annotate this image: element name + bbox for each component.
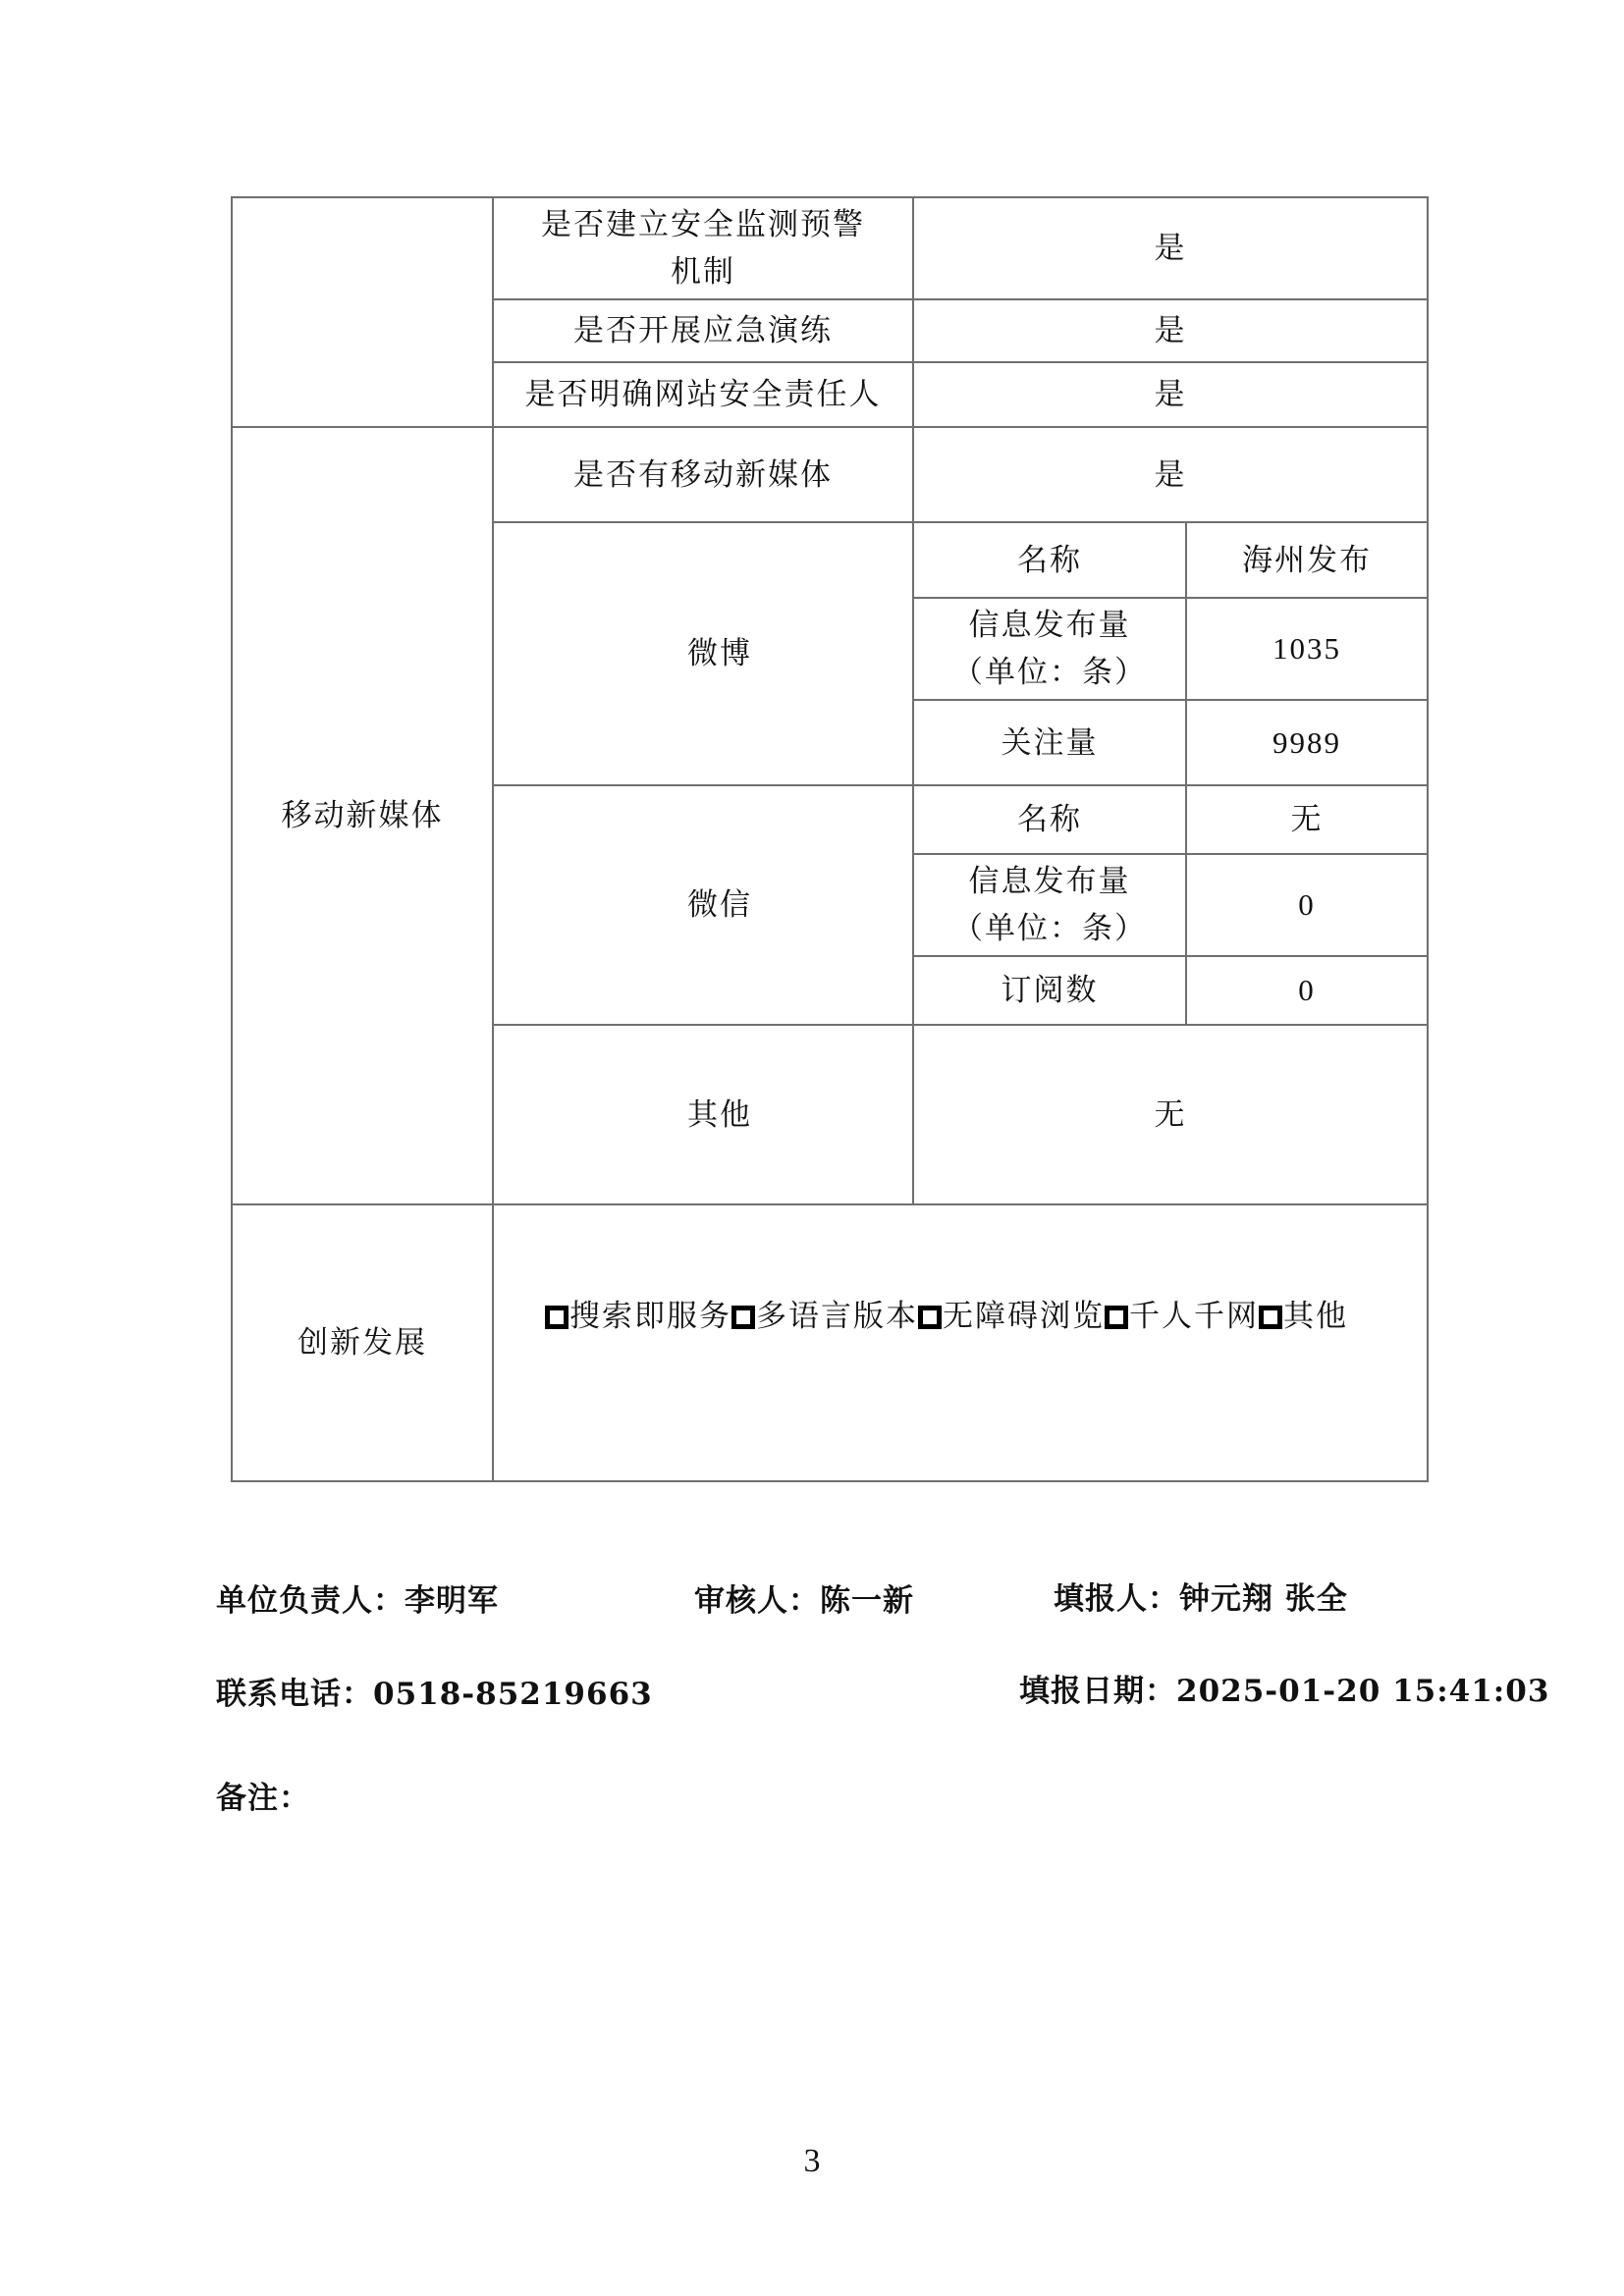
checkbox-icon[interactable]	[1105, 1306, 1128, 1329]
option-search-service[interactable]: 搜索即服务	[545, 1293, 731, 1340]
checkbox-icon[interactable]	[545, 1306, 568, 1329]
weibo-posts-label: 信息发布量 （单位：条）	[913, 598, 1186, 700]
reviewer: 审核人：陈一新	[694, 1583, 914, 1619]
filler: 填报人：钟元翔 张全	[1054, 1581, 1348, 1617]
option-personalization[interactable]: 千人千网	[1105, 1293, 1259, 1340]
security-drill-label: 是否开展应急演练	[493, 299, 913, 362]
has-mobile-value: 是	[913, 427, 1428, 522]
wechat-subscribers-value: 0	[1186, 956, 1428, 1025]
page-number: 3	[803, 2143, 821, 2179]
mobile-section-label: 移动新媒体	[232, 427, 493, 1204]
wechat-label: 微信	[493, 785, 913, 1025]
wechat-subscribers-label: 订阅数	[913, 956, 1186, 1025]
security-responsible-value: 是	[913, 362, 1428, 427]
security-row-monitoring	[232, 197, 1428, 299]
weibo-name-label: 名称	[913, 522, 1186, 598]
option-multilingual[interactable]: 多语言版本	[731, 1293, 918, 1340]
option-accessibility[interactable]: 无障碍浏览	[918, 1293, 1105, 1340]
checkbox-icon[interactable]	[1259, 1306, 1282, 1329]
fill-date: 填报日期：2025-01-20 15:41:03	[1019, 1674, 1550, 1709]
security-monitoring-label: 是否建立安全监测预警 机制	[493, 197, 913, 299]
checkbox-icon[interactable]	[731, 1306, 755, 1329]
wechat-name-value: 无	[1186, 785, 1428, 854]
security-responsible-label: 是否明确网站安全责任人	[493, 362, 913, 427]
weibo-followers-label: 关注量	[913, 700, 1186, 785]
report-table	[231, 196, 1429, 1482]
weibo-label: 微博	[493, 522, 913, 785]
other-value: 无	[913, 1025, 1428, 1204]
remarks: 备注：	[216, 1781, 310, 1816]
unit-head: 单位负责人：李明军	[216, 1583, 499, 1619]
security-section-cell	[232, 197, 493, 427]
innovation-row	[232, 1204, 1428, 1481]
other-label: 其他	[493, 1025, 913, 1204]
innovation-options	[545, 1293, 1419, 1342]
has-mobile-label: 是否有移动新媒体	[493, 427, 913, 522]
innovation-options-cell	[493, 1204, 1428, 1481]
weibo-posts-value: 1035	[1186, 598, 1428, 700]
option-other[interactable]: 其他	[1259, 1293, 1348, 1340]
wechat-posts-value: 0	[1186, 854, 1428, 956]
checkbox-icon[interactable]	[918, 1306, 942, 1329]
security-monitoring-value: 是	[913, 197, 1428, 299]
mobile-row-has	[232, 427, 1428, 522]
weibo-followers-value: 9989	[1186, 700, 1428, 785]
wechat-posts-label: 信息发布量 （单位：条）	[913, 854, 1186, 956]
wechat-name-label: 名称	[913, 785, 1186, 854]
security-drill-value: 是	[913, 299, 1428, 362]
weibo-name-value: 海州发布	[1186, 522, 1428, 598]
innovation-label: 创新发展	[232, 1204, 493, 1481]
contact-phone: 联系电话：0518-85219663	[216, 1677, 653, 1712]
